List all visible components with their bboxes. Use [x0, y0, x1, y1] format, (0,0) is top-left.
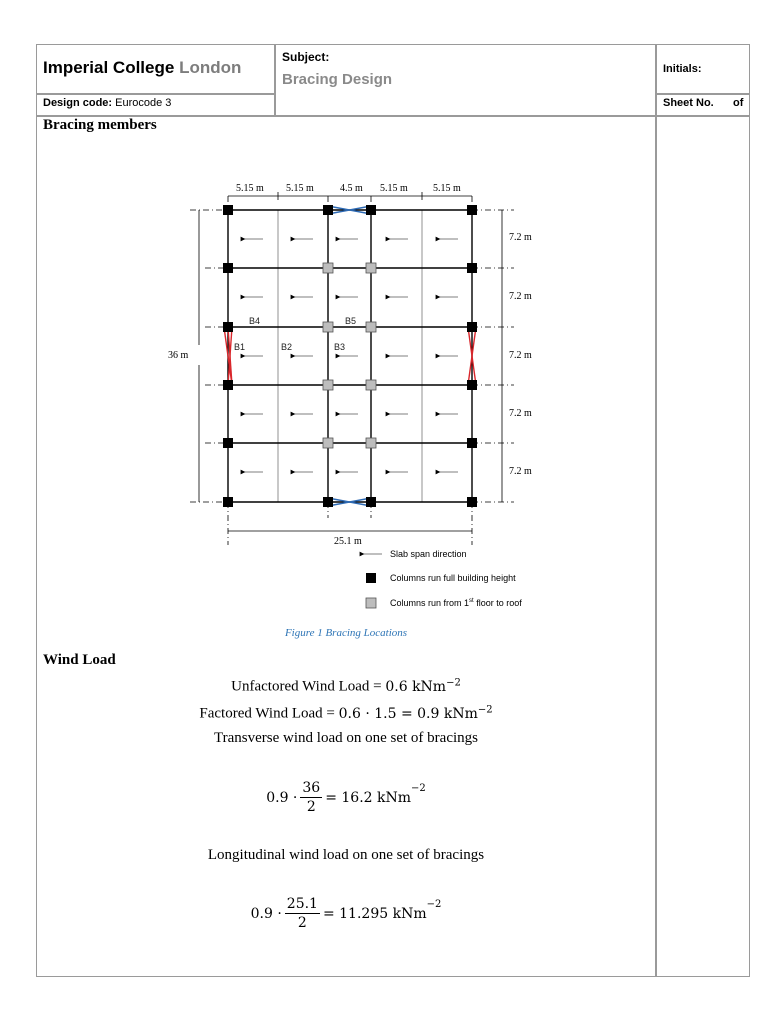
transverse-numerator: 36 — [302, 780, 321, 796]
beam-label-b3: B3 — [334, 342, 346, 352]
right-dim-label: 7.2 m — [509, 291, 532, 302]
legend-partial-prefix: Columns run from 1 — [390, 598, 470, 608]
longitudinal-exp: −2 — [426, 899, 442, 910]
bottom-dim-label: 25.1 m — [334, 536, 362, 547]
legend-partial-suffix: floor to roof — [473, 598, 522, 608]
longitudinal-equation — [36, 895, 656, 932]
design-code-label: Design code: — [43, 97, 113, 109]
longitudinal-lhs: 0.9 · — [250, 905, 282, 922]
header-divider-left — [274, 44, 276, 116]
longitudinal-fraction — [285, 895, 320, 932]
sheet-of: of — [733, 97, 744, 109]
top-dim-label: 5.15 m — [433, 183, 461, 194]
page-frame — [36, 44, 750, 977]
factored-math — [339, 706, 493, 722]
transverse-rhs: = 16.2 kNm — [325, 789, 412, 806]
factored-exp: −2 — [477, 704, 493, 715]
header-divider-mid — [36, 93, 275, 95]
design-code — [43, 97, 171, 109]
right-dim-label: 7.2 m — [509, 408, 532, 419]
brand-title — [43, 58, 241, 78]
initials-label: Initials: — [663, 63, 702, 75]
beam-label-b4: B4 — [249, 316, 261, 326]
factored-value: 0.6 · 1.5 = 0.9 kNm — [338, 705, 478, 722]
longitudinal-numerator: 25.1 — [286, 896, 318, 912]
transverse-text: Transverse wind load on one set of bracings — [214, 730, 478, 746]
left-dim-label: 36 m — [168, 350, 189, 361]
beam-label-b2: B2 — [281, 342, 293, 352]
bracing-heading: Bracing members — [43, 117, 157, 133]
right-column-divider — [655, 44, 657, 977]
beam-label-b1: B1 — [234, 342, 246, 352]
figure-caption: Figure 1 Bracing Locations — [284, 627, 408, 639]
factored-line — [36, 704, 656, 723]
top-dim-label: 4.5 m — [340, 183, 363, 194]
top-dim-label: 5.15 m — [286, 183, 314, 194]
right-dim-label: 7.2 m — [509, 232, 532, 243]
unfactored-value: 0.6 kNm — [385, 678, 447, 695]
transverse-denominator: 2 — [306, 799, 316, 815]
transverse-equation — [36, 779, 656, 816]
top-dim-label: 5.15 m — [380, 183, 408, 194]
legend-slab-label: Slab span direction — [390, 549, 467, 559]
legend-partial-sup: st — [469, 598, 474, 604]
longitudinal-denominator: 2 — [297, 915, 307, 931]
transverse-lhs: 0.9 · — [266, 789, 298, 806]
brand-grey: London — [179, 58, 242, 77]
longitudinal-text: Longitudinal wind load on one set of bracings — [207, 847, 485, 863]
top-dim-label: 5.15 m — [236, 183, 264, 194]
subject-label: Subject: — [282, 50, 330, 64]
design-code-value: Eurocode 3 — [115, 97, 172, 109]
header-divider-right — [655, 93, 750, 95]
unfactored-math — [385, 679, 460, 695]
unfactored-exp: −2 — [446, 677, 461, 688]
right-dim-label: 7.2 m — [509, 466, 532, 477]
sheet-number — [663, 97, 744, 109]
transverse-exp: −2 — [411, 783, 426, 794]
longitudinal-rhs: = 11.295 kNm — [322, 905, 427, 922]
transverse-fraction — [300, 779, 322, 816]
beam-label-b5: B5 — [345, 316, 357, 326]
unfactored-line — [36, 677, 656, 696]
right-dim-label: 7.2 m — [509, 350, 532, 361]
unfactored-text: Unfactored Wind Load = — [231, 678, 382, 695]
legend-full-column-label: Columns run full building height — [390, 573, 516, 583]
subject-title: Bracing Design — [282, 71, 393, 88]
brand-bold: Imperial College — [43, 58, 175, 77]
wind-heading: Wind Load — [43, 652, 116, 668]
sheet-label: Sheet No. — [663, 97, 714, 109]
factored-text: Factored Wind Load = — [199, 705, 335, 722]
